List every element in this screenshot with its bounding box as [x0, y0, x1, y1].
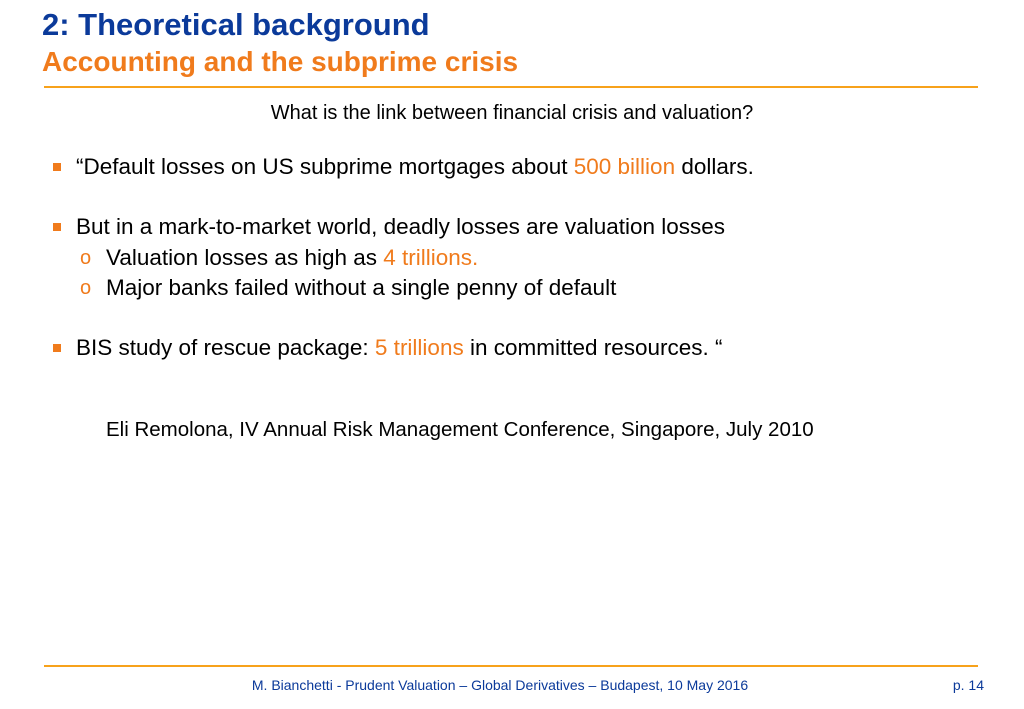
circle-bullet-icon: o	[80, 247, 92, 269]
bullet-text-pre: “Default losses on US subprime mortgages about	[76, 154, 574, 179]
sub-item-text	[106, 243, 478, 273]
sub-item-text: Major banks failed without a single penny of default	[106, 275, 617, 300]
highlight-value: 5 trillions	[374, 335, 464, 360]
square-bullet-icon	[53, 163, 61, 171]
bullet-text	[76, 333, 723, 363]
highlight-value: 500 billion	[573, 154, 676, 179]
bullet-text-post: dollars.	[675, 154, 754, 179]
bullet-text-pre: BIS study of rescue package:	[76, 335, 375, 360]
bullet-text	[76, 152, 754, 182]
header-divider	[44, 86, 978, 88]
sub-item-text-pre: Valuation losses as high as	[106, 245, 384, 270]
slide-subtitle: Accounting and the subprime crisis	[42, 46, 519, 77]
square-bullet-icon	[53, 344, 61, 352]
circle-bullet-icon: o	[80, 277, 92, 299]
footer-divider	[44, 665, 978, 667]
square-bullet-icon	[53, 223, 61, 231]
question-text: What is the link between financial crisis and valuation?	[270, 102, 754, 124]
bullet-text: But in a mark-to-market world, deadly losses are valuation losses	[76, 214, 726, 239]
slide-title: 2: Theoretical background	[42, 7, 430, 42]
bullet-text-post: in committed resources. “	[463, 335, 723, 360]
highlight-value: 4 trillions.	[383, 245, 479, 270]
quote-attribution: Eli Remolona, IV Annual Risk Management Conference, Singapore, July 2010	[106, 418, 814, 441]
footer-text: M. Bianchetti - Prudent Valuation – Global Derivatives – Budapest, 10 May 2016	[251, 677, 749, 693]
page-number: p. 14	[952, 677, 984, 693]
